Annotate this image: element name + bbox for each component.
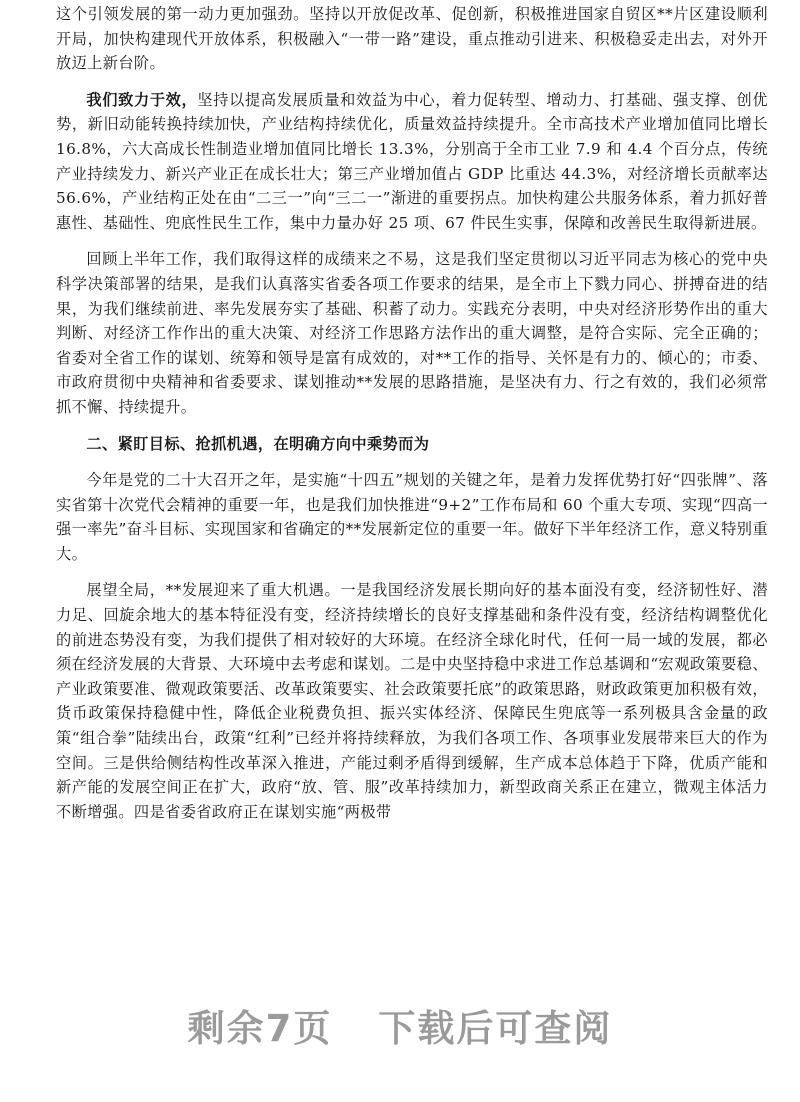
download-to-view-label[interactable]: 下载后可查阅: [378, 1007, 613, 1050]
paragraph-this-year: 今年是党的二十大召开之年，是实施“十四五”规划的关键之年，是着力发挥优势打好“四张牌”、落实省第十次党代会精神的重要一年，也是我们加快推进“9+2”工作布局和 60 个重大专项、实现“四高一强一率先”奋斗目标、实现国家和省确定的**发展新定位的重要一年。做好下半年经济工作，意义特别重大。: [56, 471, 768, 563]
paragraph-efficiency: [56, 88, 768, 236]
download-gate[interactable]: [0, 920, 800, 1102]
paragraph-review: 回顾上半年工作，我们取得这样的成绩来之不易，这是我们坚定贯彻以习近平同志为核心的党中央科学决策部署的结果，是我们认真落实省委各项工作要求的结果，是全市上下戮力同心、拼搏奋进的结果，为我们继续前进、率先发展夯实了基础、积蓄了动力。实践充分表明，中央对经济形势作出的重大判断、对经济工作作出的重大决策、对经济工作思路方法作出的重大调整，是符合实际、完全正确的；省委对全省工作的谋划、统筹和领导是富有成效的，对**工作的指导、关怀是有力的、倾心的；市委、市政府贯彻中央精神和省委要求、谋划推动**发展的思路措施，是坚决有力、行之有效的，我们必须常抓不懈、持续提升。: [56, 250, 768, 416]
paragraph-efficiency-text: 坚持以提高发展质量和效益为中心，着力促转型、增动力、打基础、强支撑、创优势，新旧动能转换持续加快，产业结构持续优化，质量效益持续提升。全市高技术产业增加值同比增长 16.8%，六大高成长性制造业增加值同比增长 13.3%，分别高于全市工业 7.9 和 4.4 个百分点，传统产业持续发力、新兴产业正在成长壮大；第三产业增加值占 GDP 比重达 44.3%，对经济增长贡献率达 56.6%，产业结构正处在由“二三一”向“三二一”渐进的重要拐点。加快构建公共服务体系，着力抓好普惠性、基础性、兜底性民生工作，集中力量办好 25 项、67 件民生实事，保障和改善民生取得新进展。: [56, 90, 768, 232]
paragraph-lead-phrase: 我们致力于效，: [86, 90, 198, 109]
download-gate-text[interactable]: [0, 998, 800, 1052]
paragraph-opening-continuation: 这个引领发展的第一动力更加强劲。坚持以开放促改革、促创新，积极推进国家自贸区**片区建设顺利开局，加快构建现代开放体系，积极融入“一带一路”建设，重点推动引进来、积极稳妥走出去，对外开放迈上新台阶。: [56, 5, 768, 73]
section-heading: 二、紧盯目标、抢抓机遇，在明确方向中乘势而为: [86, 434, 430, 453]
document-body: [56, 2, 768, 836]
remaining-pages-label[interactable]: 剩余7页: [187, 1007, 333, 1050]
paragraph-outlook: 展望全局，**发展迎来了重大机遇。一是我国经济发展长期向好的基本面没有变，经济韧性好、潜力足、回旋余地大的基本特征没有变，经济持续增长的良好支撑基础和条件没有变，经济结构调整优化的前进态势没有变，为我们提供了相对较好的大环境。在经济全球化时代，任何一局一域的发展，都必须在经济发展的大背景、大环境中去考虑和谋划。二是中央坚持稳中求进工作总基调和“宏观政策要稳、产业政策要准、微观政策要活、改革政策要实、社会政策要托底”的政策思路，财政政策更加积极有效，货币政策保持稳健中性，降低企业税费负担、振兴实体经济、保障民生兜底等一系列极具含金量的政策“组合拳”陆续出台，政策“红利”已经并将持续释放，为我们各项工作、各项事业发展带来巨大的作为空间。三是供给侧结构性改革深入推进，产能过剩矛盾得到缓解，生产成本总体趋于下降，优质产能和新产能的发展空间正在扩大，政府“放、管、服”改革持续加力，新型政商关系正在建立，微观主体活力不断增强。四是省委省政府正在谋划实施“两极带: [56, 581, 768, 821]
